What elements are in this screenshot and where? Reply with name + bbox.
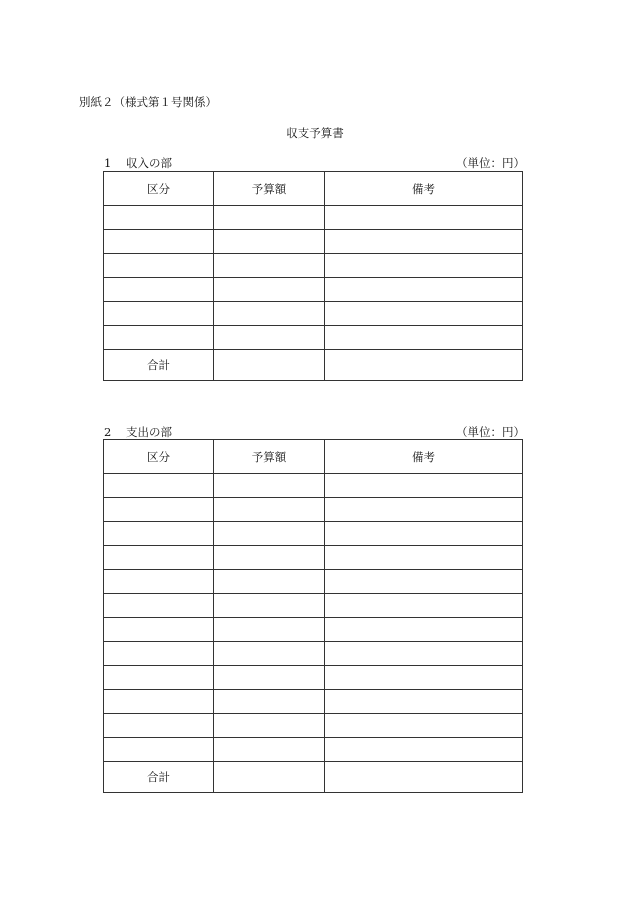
expense-table-row bbox=[104, 570, 523, 594]
expense-table-row bbox=[104, 474, 523, 498]
expense-budget-cell[interactable] bbox=[214, 498, 325, 522]
expense-section-heading: 支出の部 bbox=[126, 425, 172, 439]
expense-unit-label: （単位：円） bbox=[456, 425, 525, 439]
income-total-label: 合計 bbox=[104, 350, 214, 381]
expense-category-cell[interactable] bbox=[104, 546, 214, 570]
expense-category-cell[interactable] bbox=[104, 666, 214, 690]
income-budget-cell[interactable] bbox=[214, 254, 325, 278]
income-remarks-cell[interactable] bbox=[325, 302, 523, 326]
expense-table-row bbox=[104, 618, 523, 642]
expense-budget-cell[interactable] bbox=[214, 738, 325, 762]
expense-table-row bbox=[104, 546, 523, 570]
expense-category-cell[interactable] bbox=[104, 522, 214, 546]
income-total-amount-cell[interactable] bbox=[214, 350, 325, 381]
expense-section-title bbox=[104, 424, 172, 440]
income-budget-cell[interactable] bbox=[214, 302, 325, 326]
income-table bbox=[103, 171, 523, 381]
income-total-remarks-cell[interactable] bbox=[325, 350, 523, 381]
expense-remarks-cell[interactable] bbox=[325, 690, 523, 714]
expense-table-row bbox=[104, 714, 523, 738]
expense-table-row bbox=[104, 738, 523, 762]
income-budget-cell[interactable] bbox=[214, 206, 325, 230]
expense-budget-cell[interactable] bbox=[214, 690, 325, 714]
expense-budget-cell[interactable] bbox=[214, 546, 325, 570]
expense-remarks-cell[interactable] bbox=[325, 642, 523, 666]
expense-budget-cell[interactable] bbox=[214, 594, 325, 618]
expense-category-cell[interactable] bbox=[104, 570, 214, 594]
expense-category-cell[interactable] bbox=[104, 642, 214, 666]
expense-remarks-cell[interactable] bbox=[325, 714, 523, 738]
expense-total-row bbox=[104, 762, 523, 793]
income-category-cell[interactable] bbox=[104, 326, 214, 350]
expense-section-header bbox=[104, 424, 525, 440]
income-table-row bbox=[104, 302, 523, 326]
income-table-row bbox=[104, 230, 523, 254]
income-table-row bbox=[104, 326, 523, 350]
expense-category-cell[interactable] bbox=[104, 738, 214, 762]
expense-budget-cell[interactable] bbox=[214, 522, 325, 546]
expense-total-amount-cell[interactable] bbox=[214, 762, 325, 793]
expense-table-row bbox=[104, 642, 523, 666]
income-remarks-cell[interactable] bbox=[325, 278, 523, 302]
expense-table-row bbox=[104, 690, 523, 714]
income-total-row bbox=[104, 350, 523, 381]
income-col-remarks: 備考 bbox=[325, 172, 523, 206]
income-table-row bbox=[104, 278, 523, 302]
income-remarks-cell[interactable] bbox=[325, 206, 523, 230]
income-category-cell[interactable] bbox=[104, 254, 214, 278]
expense-remarks-cell[interactable] bbox=[325, 474, 523, 498]
income-header-row bbox=[104, 172, 523, 206]
expense-remarks-cell[interactable] bbox=[325, 594, 523, 618]
expense-category-cell[interactable] bbox=[104, 714, 214, 738]
expense-budget-cell[interactable] bbox=[214, 618, 325, 642]
expense-total-remarks-cell[interactable] bbox=[325, 762, 523, 793]
expense-category-cell[interactable] bbox=[104, 618, 214, 642]
expense-category-cell[interactable] bbox=[104, 498, 214, 522]
income-remarks-cell[interactable] bbox=[325, 254, 523, 278]
expense-budget-cell[interactable] bbox=[214, 666, 325, 690]
income-budget-cell[interactable] bbox=[214, 278, 325, 302]
income-budget-cell[interactable] bbox=[214, 326, 325, 350]
income-category-cell[interactable] bbox=[104, 302, 214, 326]
expense-category-cell[interactable] bbox=[104, 474, 214, 498]
expense-budget-cell[interactable] bbox=[214, 570, 325, 594]
expense-remarks-cell[interactable] bbox=[325, 546, 523, 570]
expense-remarks-cell[interactable] bbox=[325, 738, 523, 762]
expense-remarks-cell[interactable] bbox=[325, 522, 523, 546]
expense-table-row bbox=[104, 522, 523, 546]
income-category-cell[interactable] bbox=[104, 230, 214, 254]
income-section-number: 1 bbox=[104, 156, 112, 170]
income-col-budget: 予算額 bbox=[214, 172, 325, 206]
income-section-title bbox=[104, 155, 172, 171]
expense-budget-cell[interactable] bbox=[214, 642, 325, 666]
expense-table-row bbox=[104, 666, 523, 690]
income-section-header bbox=[104, 155, 525, 171]
expense-remarks-cell[interactable] bbox=[325, 666, 523, 690]
expense-remarks-cell[interactable] bbox=[325, 570, 523, 594]
income-remarks-cell[interactable] bbox=[325, 326, 523, 350]
income-col-category: 区分 bbox=[104, 172, 214, 206]
income-category-cell[interactable] bbox=[104, 278, 214, 302]
expense-remarks-cell[interactable] bbox=[325, 618, 523, 642]
expense-table-row bbox=[104, 498, 523, 522]
expense-header-row bbox=[104, 440, 523, 474]
expense-remarks-cell[interactable] bbox=[325, 498, 523, 522]
expense-table-row bbox=[104, 594, 523, 618]
annex-label: 別紙２（様式第１号関係） bbox=[79, 95, 217, 109]
expense-col-category: 区分 bbox=[104, 440, 214, 474]
expense-section-number: 2 bbox=[104, 425, 112, 439]
expense-total-label: 合計 bbox=[104, 762, 214, 793]
expense-table bbox=[103, 439, 523, 793]
income-unit-label: （単位：円） bbox=[456, 156, 525, 170]
expense-budget-cell[interactable] bbox=[214, 474, 325, 498]
document-title: 収支予算書 bbox=[286, 126, 344, 140]
income-table-row bbox=[104, 206, 523, 230]
income-table-row bbox=[104, 254, 523, 278]
income-remarks-cell[interactable] bbox=[325, 230, 523, 254]
expense-category-cell[interactable] bbox=[104, 690, 214, 714]
expense-budget-cell[interactable] bbox=[214, 714, 325, 738]
income-budget-cell[interactable] bbox=[214, 230, 325, 254]
expense-col-budget: 予算額 bbox=[214, 440, 325, 474]
expense-category-cell[interactable] bbox=[104, 594, 214, 618]
expense-col-remarks: 備考 bbox=[325, 440, 523, 474]
income-category-cell[interactable] bbox=[104, 206, 214, 230]
income-section-heading: 収入の部 bbox=[126, 156, 172, 170]
